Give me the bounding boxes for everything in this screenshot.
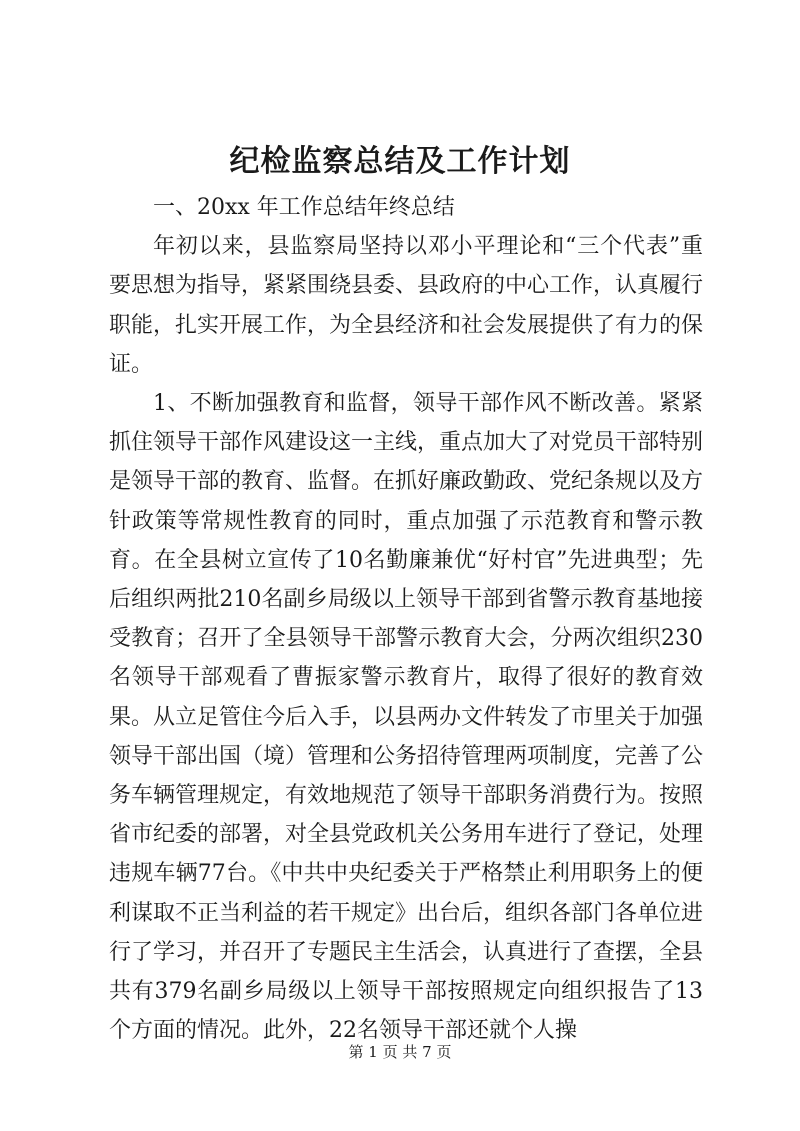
paragraph-education-supervision: 1、不断加强教育和监督，领导干部作风不断改善。紧紧抓住领导干部作风建设这一主线，重点加大了对党员干部特别是领导干部的教育、监督。在抓好廉政勤政、党纪条规以及方针政策等常规性教育的同时，重点加强了示范教育和警示教育。在全县树立宣传了10名勤廉兼优“好村官”先进典型；先后组织两批210名副乡局级以上领导干部到省警示教育基地接受教育；召开了全县领导干部警示教育大会，分两次组织230名领导干部观看了曹振家警示教育片，取得了很好的教育效果。从立足管住今后入手，以县两办文件转发了市里关于加强领导干部出国（境）管理和公务招待管理两项制度，完善了公务车辆管理规定，有效地规范了领导干部职务消费行为。按照省市纪委的部署，对全县党政机关公务用车进行了登记，处理违规车辆77台。《中共中央纪委关于严格禁止利用职务上的便利谋取不正当利益的若干规定》出台后，组织各部门各单位进行了学习，并召开了专题民主生活会，认真进行了查摆，全县共有379名副乡局级以上领导干部按照规定向组织报告了13个方面的情况。此外，22名领导干部还就个人操	[109, 391, 704, 1044]
document-body	[109, 188, 703, 1050]
section-heading: 一、20xx 年工作总结年终总结	[153, 195, 455, 220]
document-title: 纪检监察总结及工作计划	[229, 144, 571, 179]
page-footer: 第 1 页 共 7 页	[348, 1043, 452, 1061]
paragraph-intro: 年初以来，县监察局坚持以邓小平理论和“三个代表”重要思想为指导，紧紧围绕县委、县政府的中心工作，认真履行职能，扎实开展工作，为全县经济和社会发展提供了有力的保证。	[109, 234, 704, 377]
